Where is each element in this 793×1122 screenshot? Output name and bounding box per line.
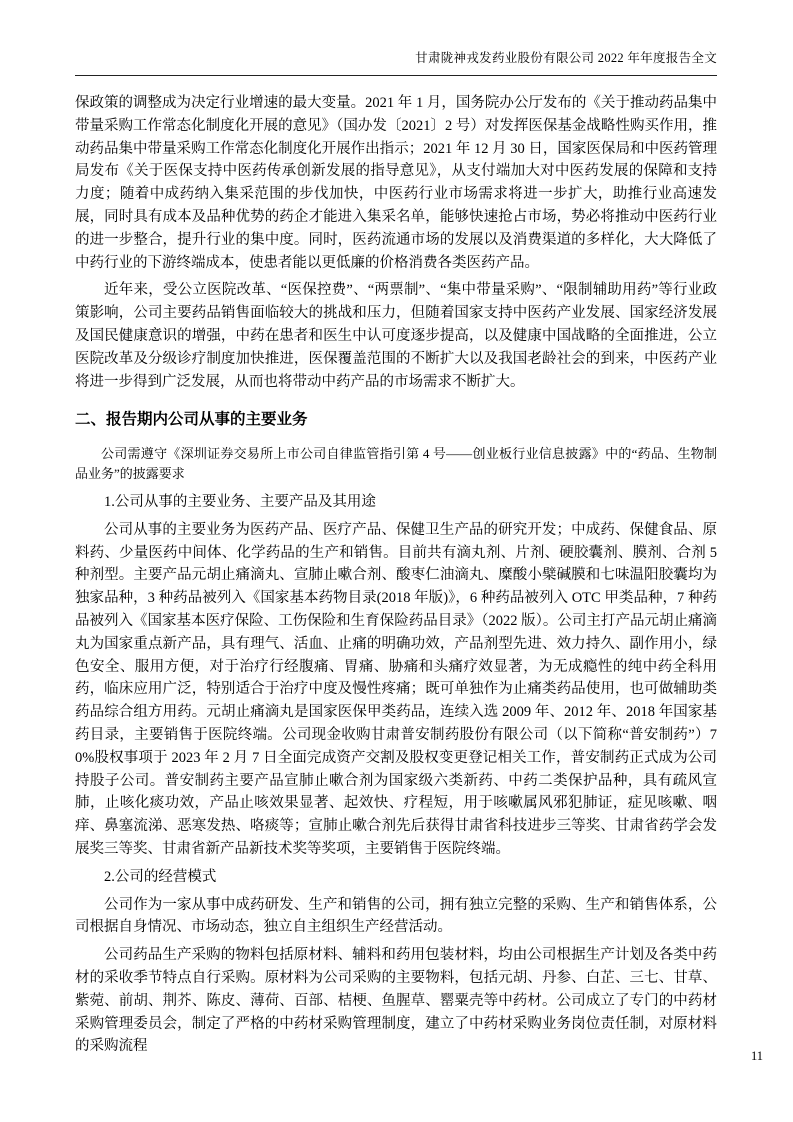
paragraph-procurement-materials: 公司药品生产采购的物料包括原材料、辅料和药用包装材料，均由公司根据生产计划及各类中药材的采收季节特点自行采购。原材料为公司采购的主要物料，包括元胡、丹参、白芷、三七、甘草、紫菀、前胡、荆芥、陈皮、薄荷、百部、桔梗、鱼腥草、罂粟壳等中药材。公司成立了专门的中药材采购管理委员会，制定了严格的中药材采购管理制度，建立了中药材采购业务岗位责任制，对原材料的采购流程 bbox=[75, 947, 717, 1055]
section-heading-main-business: 二、报告期内公司从事的主要业务 bbox=[75, 411, 308, 429]
page-number: 11 bbox=[750, 1049, 763, 1063]
subitem-2-operation-model-title: 2.公司的经营模式 bbox=[104, 868, 217, 885]
header-divider bbox=[75, 75, 717, 76]
page-footer bbox=[751, 1049, 763, 1064]
disclosure-requirement-note: 公司需遵守《深圳证券交易所上市公司自律监管指引第 4 号——创业板行业信息披露》中的“药品、生物制品业务”的披露要求 bbox=[75, 446, 717, 481]
paragraph-industry-policy-continuation: 保政策的调整成为决定行业增速的最大变量。2021 年 1 月，国务院办公厅发布的《关于推动药品集中带量采购工作常态化制度化开展的意见》（国办发〔2021〕2 号）对发挥医保基金战略性购买作用，推动药品集中带量采购工作常态化制度化开展作出指示；2021 年 12 月 30 日，国家医保局和中医药管理局发布《关于医保支持中医药传承创新发展的指导意见》，从支付端加大对中医药发展的保障和支持力度；随着中成药纳入集采范围的步伐加快，中医药行业市场需求将进一步扩大，助推行业高速发展，同时具有成本及品种优势的药企才能进入集采名单，能够快速抢占市场，势必将推动中医药行业的进一步整合，提升行业的集中度。同时，医药流通市场的发展以及消费渠道的多样化，大大降低了中药行业的下游终端成本，使患者能以更低廉的价格消费各类医药产品。 bbox=[75, 95, 717, 271]
paragraph-main-products-detail: 公司从事的主要业务为医药产品、医疗产品、保健卫生产品的研究开发；中成药、保健食品、原料药、少量医药中间体、化学药品的生产和销售。目前共有滴丸剂、片剂、硬胶囊剂、膜剂、合剂 5 种剂型。主要产品元胡止痛滴丸、宣肺止嗽合剂、酸枣仁油滴丸、糜酸小檗碱膜和七味温阳胶囊均为独家品种，3 种药品被列入《国家基本药物目录(2018 年版)》，6 种药品被列入 OTC 甲类品种，7 种药品被列入《国家基本医疗保险、工伤保险和生育保险药品目录》（2022 版）。公司主打产品元胡止痛滴丸为国家重点新产品，具有理气、活血、止痛的明确功效，产品剂型先进、效力持久、副作用小，绿色安全、服用方便，对于治疗行经腹痛、胃痛、胁痛和头痛疗效显著，为无成瘾性的纯中药全科用药，临床应用广泛，特别适合于治疗中度及慢性疼痛；既可单独作为止痛类药品使用，也可做辅助类药品综合组方用药。元胡止痛滴丸是国家医保甲类药品，连续入选 2009 年、2012 年、2018 年国家基药目录，主要销售于医院终端。公司现金收购甘肃普安制药股份有限公司（以下简称“普安制药”）70%股权事项于 2023 年 2 月 7 日全面完成资产交割及股权变更登记相关工作，普安制药正式成为公司持股子公司。普安制药主要产品宣肺止嗽合剂为国家级六类新药、中药二类保护品种，具有疏风宣肺，止咳化痰功效，产品止咳效果显著、起效快、疗程短，用于咳嗽属风邪犯肺证，症见咳嗽、咽痒、鼻塞流涕、恶寒发热、咯痰等；宣肺止嗽合剂先后获得甘肃省科技进步三等奖、甘肃省药学会发展奖三等奖、甘肃省新产品新技术奖等奖项，主要销售于医院终端。 bbox=[75, 521, 717, 857]
page-header bbox=[75, 50, 717, 76]
page-body bbox=[75, 92, 717, 1063]
subitem-1-main-business-title: 1.公司从事的主要业务、主要产品及其用途 bbox=[104, 494, 376, 511]
paragraph-operation-model: 公司作为一家从事中成药研发、生产和销售的公司，拥有独立完整的采购、生产和销售体系，公司根据自身情况、市场动态，独立自主组织生产经营活动。 bbox=[75, 896, 717, 936]
paragraph-recent-years-policy: 近年来，受公立医院改革、“医保控费”、“两票制”、“集中带量采购”、“限制辅助用药”等行业政策影响，公司主要药品销售面临较大的挑战和压力，但随着国家支持中医药产业发展、国家经济发展及国民健康意识的增强，中药在患者和医生中认可度逐步提高，以及健康中国战略的全面推进，公立医院改革及分级诊疗制度加快推进，医保覆盖范围的不断扩大以及我国老龄社会的到来，中医药产业将进一步得到广泛发展，从而也将带动中药产品的市场需求不断扩大。 bbox=[75, 282, 717, 390]
report-header-title: 甘肃陇神戎发药业股份有限公司 2022 年年度报告全文 bbox=[415, 51, 717, 65]
